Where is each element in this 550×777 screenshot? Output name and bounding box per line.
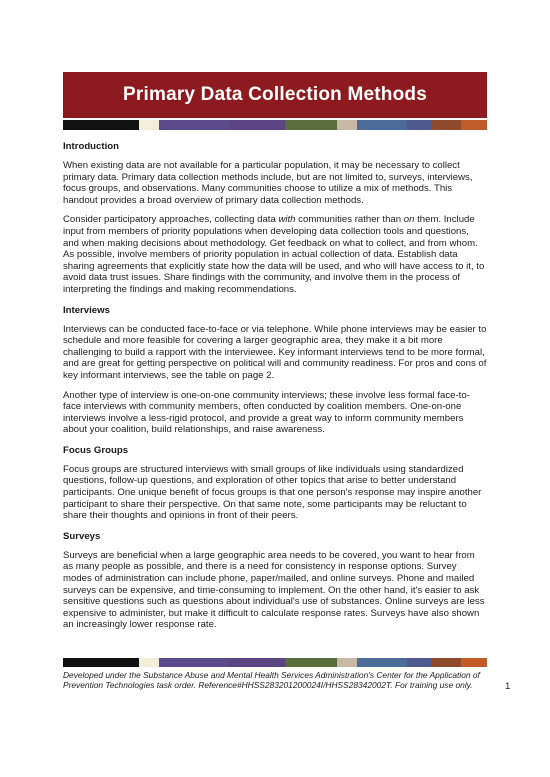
color-stripe-bottom — [63, 658, 487, 667]
section-heading-focus-groups: Focus Groups — [63, 444, 129, 456]
stripe-segment — [461, 658, 487, 667]
stripe-segment — [159, 658, 229, 667]
stripe-segment — [285, 658, 337, 667]
focus-groups-paragraph-1: Focus groups are structured interviews with small groups of like individuals using standardized questions, follow-up questions, and exploration of other topics that arise to better understand participants. One unique benefit of focus groups is that one person's response may inspire another participant to share their perspective. On that same note, some participants may be reluctant to share their thoughts and opinions in front of their peers. — [63, 463, 482, 522]
page-number: 1 — [505, 681, 511, 692]
footer — [63, 670, 487, 691]
stripe-segment — [357, 120, 407, 130]
stripe-segment — [285, 120, 337, 130]
emphasis-on: on — [403, 214, 415, 226]
stripe-segment — [407, 120, 431, 130]
stripe-segment — [431, 658, 461, 667]
stripe-segment — [407, 658, 431, 667]
section-heading-surveys: Surveys — [63, 530, 101, 542]
stripe-segment — [229, 658, 285, 667]
stripe-segment — [229, 120, 285, 130]
page-title: Primary Data Collection Methods — [123, 84, 427, 105]
stripe-segment — [461, 120, 487, 130]
interviews-paragraph-1: Interviews can be conducted face-to-face or via telephone. While phone interviews may be easier to schedule and more feasible for covering a larger geographic area, they make it a bit more challenging to build a rapport with the interviewee. Key informant interviews tend to be more formal, and are great for getting perspective on political will and community readiness. For pros and cons of key informant interviews, see the table on page 2. — [63, 323, 487, 381]
document-body — [63, 140, 487, 639]
text-run: them. Include input from members of priority populations when developing data collection tools and questions, and when making decisions about methodology. Get feedback on what to collect, and from whom. As possible, involve members of priority population in actual collection of data. Establish data sharing agreements that explicitly state how the data will be used, and who will have access to it, to avoid data trust issues. Share findings with the community, and involve them in the process of interpreting the findings and making recommendations. — [63, 214, 485, 295]
stripe-segment — [139, 120, 159, 130]
surveys-paragraph-1: Surveys are beneficial when a large geographic area needs to be covered, you want to hear from as many people as possible, and there is a need for consistency in response options. Survey modes of administration can include phone, paper/mailed, and online surveys. Phone and mailed surveys can be expensive, and time-consuming to implement. On the other hand, it's easier to ask sensitive questions such as questions about individual's use of substances. Online surveys are less expensive to administer, but make it difficult to calculate response rates. Surveys have also shown an increasingly lower response rate. — [63, 549, 485, 631]
introduction-paragraph-2 — [63, 214, 487, 295]
text-run: Consider participatory approaches, collecting data — [63, 214, 279, 226]
title-banner — [63, 72, 487, 118]
emphasis-with: with — [278, 214, 296, 226]
interviews-paragraph-2: Another type of interview is one-on-one community interviews; these involve less formal face-to-face interviews with community members, often conducted by coalition members. One-on-one interviews involve a less-rigid protocol, and provide a great way to inform community members about your coalition, build relationships, and raise awareness. — [63, 389, 470, 436]
footer-note: Developed under the Substance Abuse and Mental Health Services Administration's Center for the Application of Prevention Technologies task order. Reference#HHSS283201200024I/HHSS28342002T. For training use only. — [63, 670, 480, 691]
text-run: communities rather than — [295, 214, 404, 226]
stripe-segment — [337, 658, 357, 667]
stripe-segment — [337, 120, 357, 130]
stripe-segment — [63, 120, 139, 130]
stripe-segment — [159, 120, 229, 130]
stripe-segment — [139, 658, 159, 667]
stripe-segment — [357, 658, 407, 667]
stripe-segment — [63, 658, 139, 667]
color-stripe-top — [63, 120, 487, 130]
introduction-paragraph-1: When existing data are not available for a particular population, it may be necessary to collect primary data. Primary data collection methods include, but are not limited to, surveys, interviews, focus groups, and observations. Many communities choose to utilize a mix of methods. This handout provides a broad overview of primary data collection methods. — [63, 160, 473, 206]
section-heading-introduction: Introduction — [63, 141, 119, 152]
section-heading-interviews: Interviews — [63, 304, 110, 316]
stripe-segment — [431, 120, 461, 130]
